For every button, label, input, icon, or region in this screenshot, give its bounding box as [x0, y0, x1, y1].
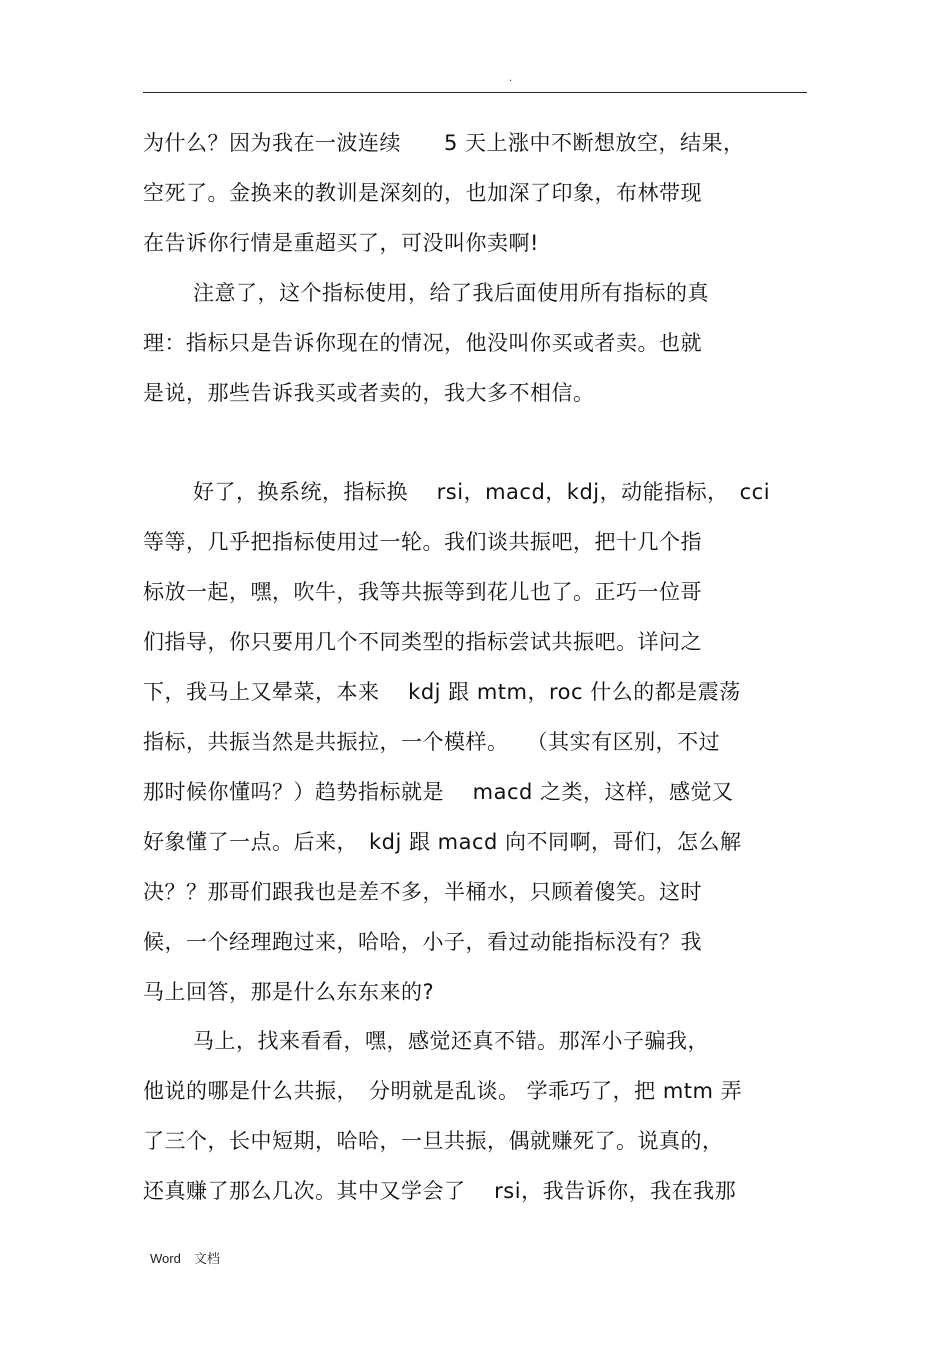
text-line: 在告诉你行情是重超买了，可没叫你卖啊! [143, 231, 539, 255]
text-line: 他说的哪是什么共振， 分明就是乱谈。 学乖巧了，把 mtm 弄 [143, 1079, 743, 1103]
text-line: 们指导，你只要用几个不同类型的指标尝试共振吧。详问之 [143, 630, 702, 654]
paragraph-first-line: 马上，找来看看，嘿，感觉还真不错。那浑小子骗我， [193, 1029, 709, 1053]
text-line: 等等，几乎把指标使用过一轮。我们谈共振吧，把十几个指 [143, 530, 702, 554]
header-dot: . [509, 73, 513, 84]
paragraph-first-line: 注意了，这个指标使用，给了我后面使用所有指标的真 [193, 281, 709, 305]
text-line: 那时候你懂吗？）趋势指标就是 macd 之类，这样，感觉又 [143, 780, 734, 804]
text-line: 马上回答，那是什么东东来的? [143, 980, 435, 1004]
text-line: 标放一起，嘿，吹牛，我等共振等到花儿也了。正巧一位哥 [143, 580, 702, 604]
text-line: 决？？那哥们跟我也是差不多，半桶水，只顾着傻笑。这时 [143, 880, 702, 904]
paragraph-first-line: 好了，换系统，指标换 rsi，macd，kdj，动能指标， cci [193, 480, 771, 504]
text-line: 空死了。金换来的教训是深刻的，也加深了印象，布林带现 [143, 181, 702, 205]
text-line: 是说，那些告诉我买或者卖的，我大多不相信。 [143, 381, 595, 405]
text-line: 候，一个经理跑过来，哈哈，小子，看过动能指标没有？我 [143, 930, 702, 954]
text-line: 理：指标只是告诉你现在的情况，他没叫你买或者卖。也就 [143, 331, 702, 355]
text-line: 指标，共振当然是共振拉，一个模样。 （其实有区别，不过 [143, 730, 721, 754]
text-line: 为什么？因为我在一波连续 5 天上涨中不断想放空，结果， [143, 131, 745, 155]
text-line: 了三个，长中短期，哈哈，一旦共振，偶就赚死了。说真的， [143, 1129, 724, 1153]
header-rule [143, 92, 807, 93]
text-line: 下，我马上又晕菜，本来 kdj 跟 mtm，roc 什么的都是震荡 [143, 680, 741, 704]
text-line: 还真赚了那么几次。其中又学会了 rsi，我告诉你，我在我那 [143, 1179, 737, 1203]
text-line: 好象懂了一点。后来， kdj 跟 macd 向不同啊，哥们，怎么解 [143, 830, 742, 854]
footer-label: Word 文档 [150, 1251, 220, 1266]
